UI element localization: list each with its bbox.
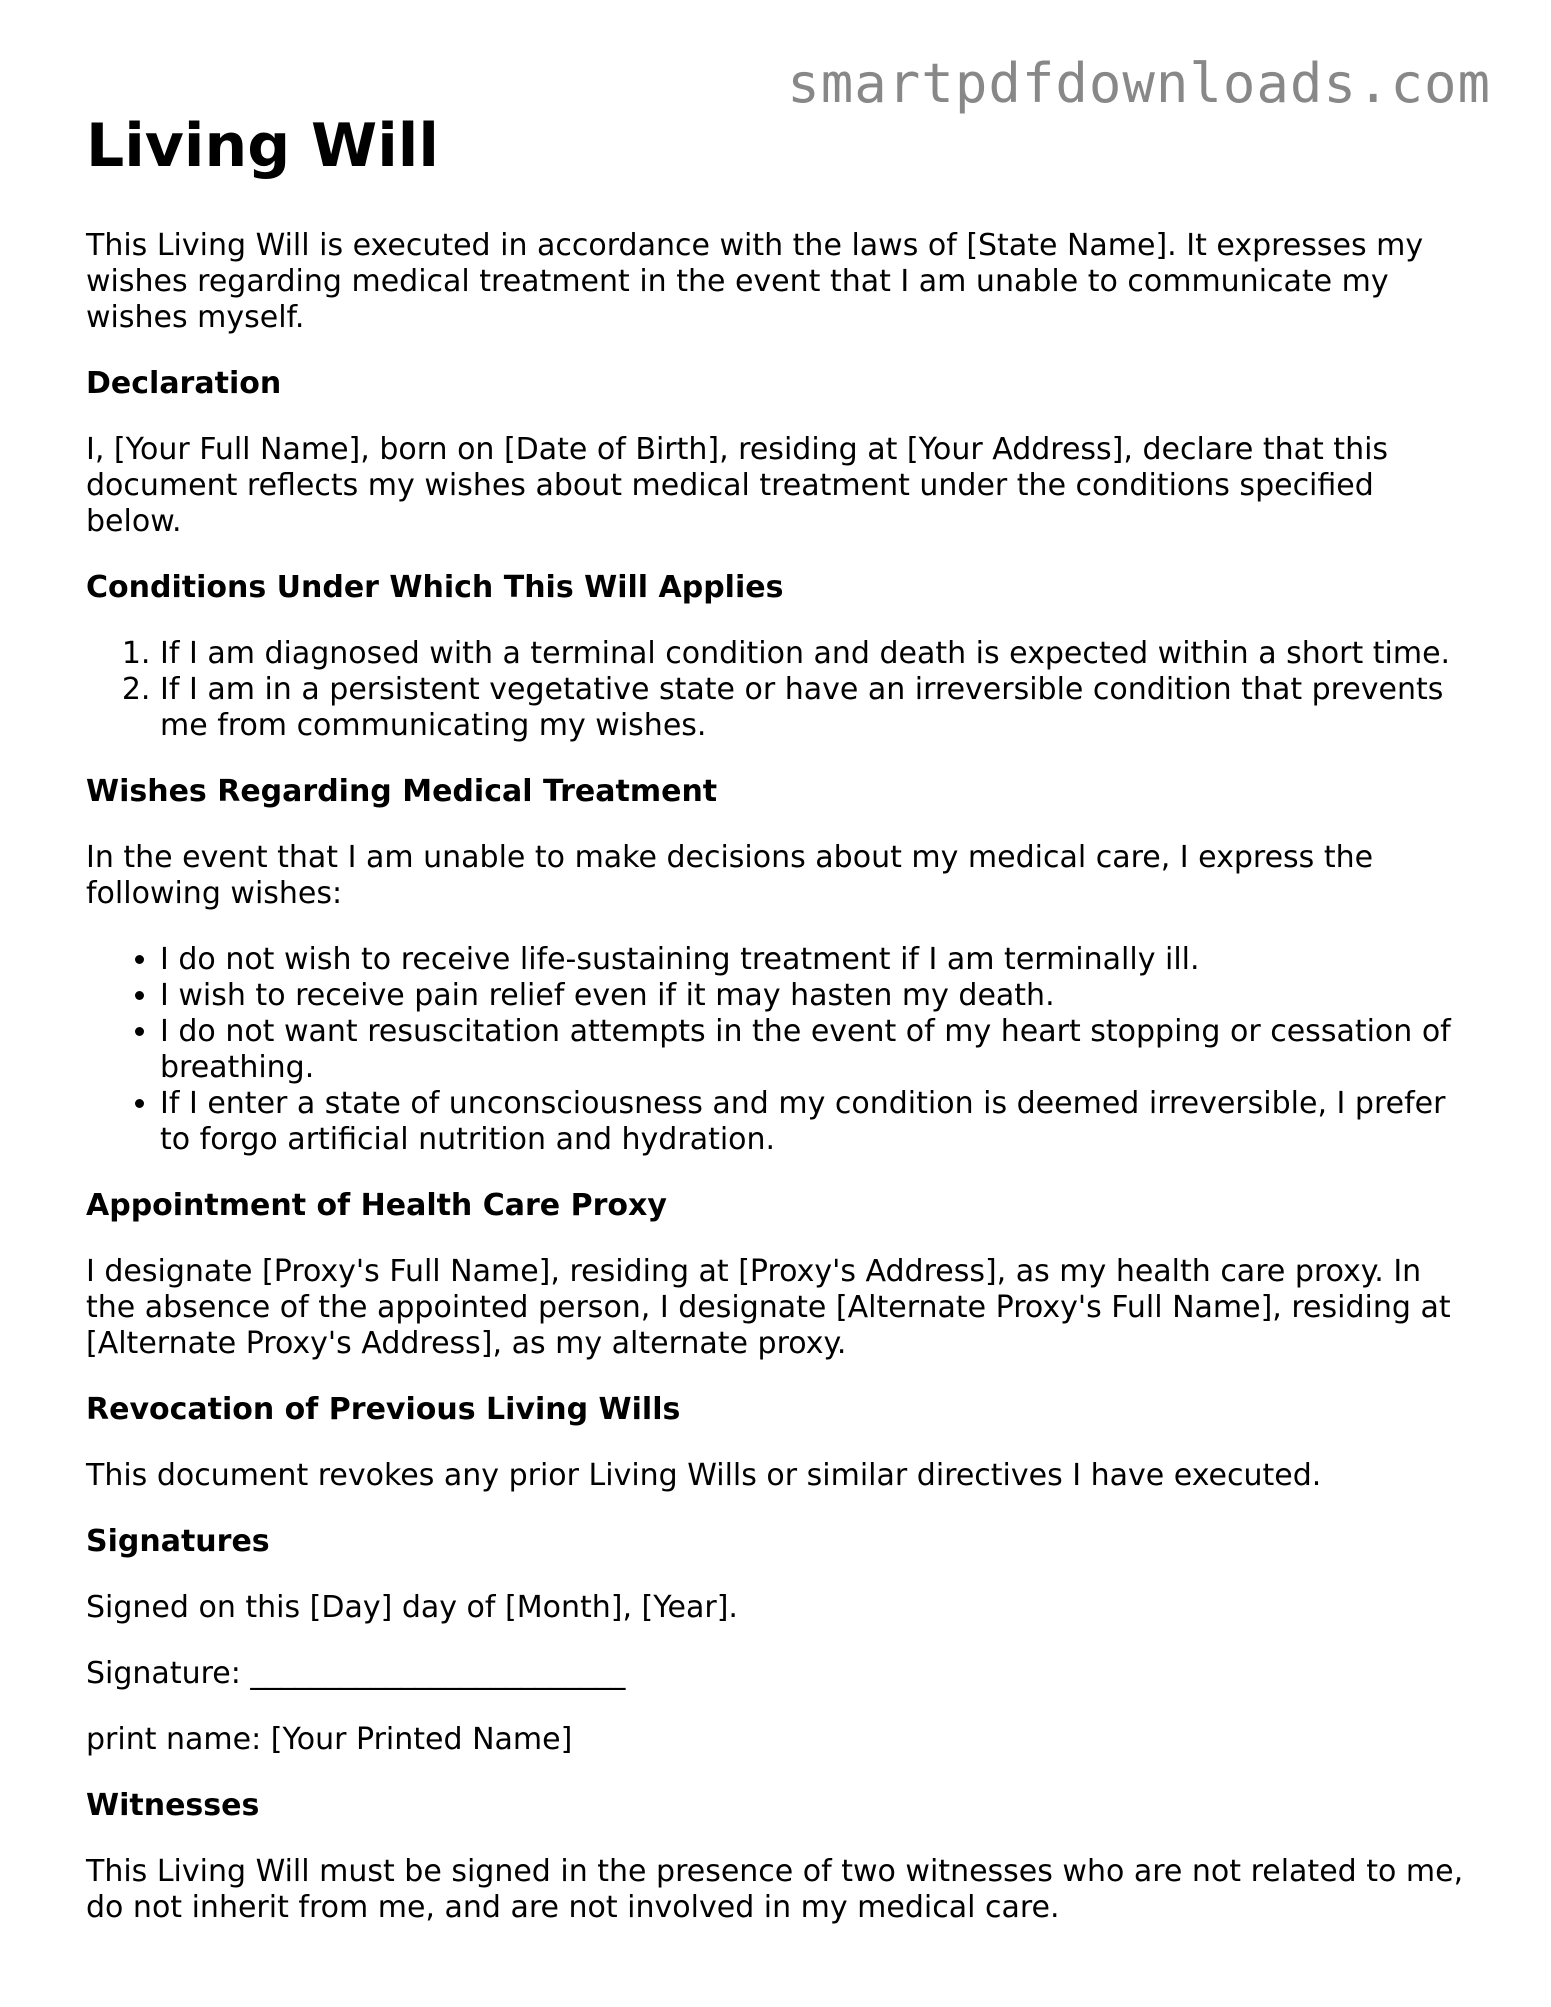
revocation-text: This document revokes any prior Living Wills or similar directives I have executed. xyxy=(86,1458,1322,1493)
wish-item: • I wish to receive pain relief even if it may hasten my death. xyxy=(160,978,1476,1014)
intro-paragraph: This Living Will is executed in accordance with the laws of [State Name]. It expresses my wishes regarding medical treatment in the event that I am unable to communicate my wishes myself. xyxy=(86,228,1424,335)
wish-item: • If I enter a state of unconsciousness and my condition is deemed irreversible, I prefer to forgo artificial nutrition and hydration. xyxy=(160,1086,1476,1158)
wishes-list xyxy=(86,942,1476,1158)
wishes-text: In the event that I am unable to make decisions about my medical care, I express the following wishes: xyxy=(86,840,1374,911)
revocation-heading: Revocation of Previous Living Wills xyxy=(86,1392,681,1427)
document-title: Living Will xyxy=(86,111,439,181)
condition-item: 1. If I am diagnosed with a terminal condition and death is expected within a short time. xyxy=(160,636,1476,672)
wish-item: • I do not wish to receive life-sustaining treatment if I am terminally ill. xyxy=(160,942,1476,978)
signed-on-text: Signed on this [Day] day of [Month], [Year]. xyxy=(86,1590,738,1625)
witnesses-text: This Living Will must be signed in the presence of two witnesses who are not related to me, do not inherit from me, and are not involved in my medical care. xyxy=(86,1854,1464,1925)
watermark: smartpdfdownloads.com xyxy=(787,52,1491,115)
condition-item: 2. If I am in a persistent vegetative state or have an irreversible condition that prevents me from communicating my wishes. xyxy=(160,672,1476,744)
print-name-line: print name: [Your Printed Name] xyxy=(86,1722,573,1757)
wishes-heading: Wishes Regarding Medical Treatment xyxy=(86,774,718,809)
wish-item: • I do not want resuscitation attempts in the event of my heart stopping or cessation of breathing. xyxy=(160,1014,1476,1086)
conditions-list xyxy=(86,636,1476,744)
proxy-text: I designate [Proxy's Full Name], residing at [Proxy's Address], as my health care proxy. In the absence of the appointed person, I designate [Alternate Proxy's Full Name], residing at [Alternate Proxy's Address], as my alternate proxy. xyxy=(86,1254,1451,1361)
signatures-heading: Signatures xyxy=(86,1524,270,1559)
declaration-text: I, [Your Full Name], born on [Date of Birth], residing at [Your Address], declare that this document reflects my wishes about medical treatment under the conditions specified below. xyxy=(86,432,1389,539)
witnesses-heading: Witnesses xyxy=(86,1788,260,1823)
proxy-heading: Appointment of Health Care Proxy xyxy=(86,1188,667,1223)
conditions-heading: Conditions Under Which This Will Applies xyxy=(86,570,784,605)
declaration-heading: Declaration xyxy=(86,366,282,401)
document-page xyxy=(86,106,1476,1956)
signature-line: Signature: _________________________ xyxy=(86,1656,626,1691)
